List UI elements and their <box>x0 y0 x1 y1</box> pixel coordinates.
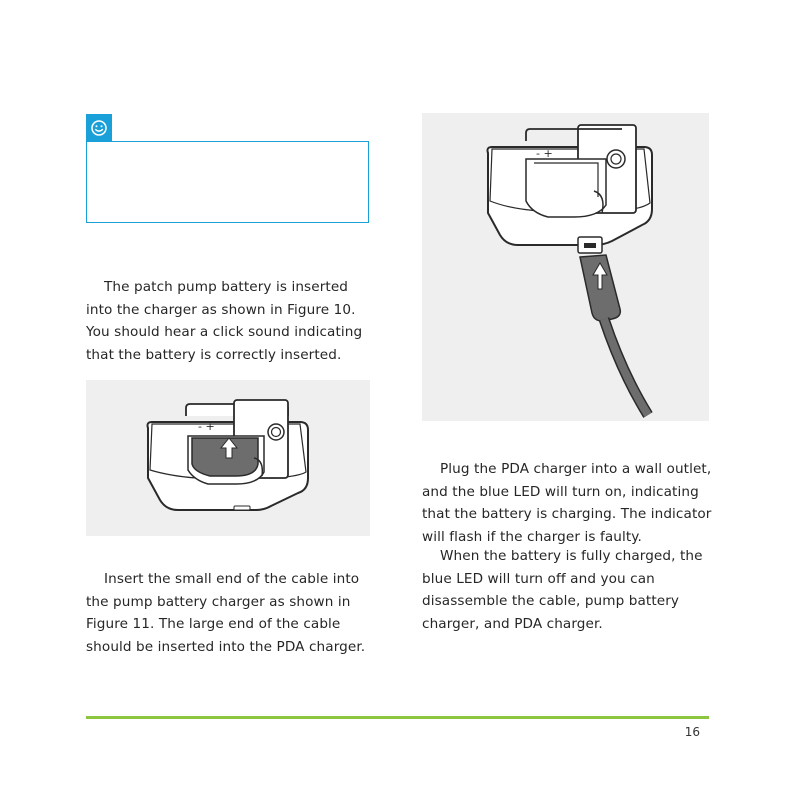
battery-polarity-marks: - + <box>198 420 215 433</box>
note-tab <box>86 114 112 141</box>
footer-divider <box>86 716 709 719</box>
note-box <box>86 141 369 223</box>
paragraph-cable-insert: Insert the small end of the cable into the pump battery charger as shown in Figure 11. The large end of the cable should be inserted into the PDA charger. <box>86 571 366 655</box>
battery-polarity-marks: - + <box>536 147 553 160</box>
figure-battery-in-charger <box>86 380 370 536</box>
page-number: 16 <box>684 725 700 739</box>
paragraph-wall-outlet: Plug the PDA charger into a wall outlet, and the blue LED will turn on, indicating that the battery is charging. The indicator will flash if the charger is faulty. <box>422 461 712 545</box>
paragraph-fully-charged: When the battery is fully charged, the blue LED will turn off and you can disassemble the cable, pump battery charger, and PDA charger. <box>422 548 703 632</box>
smiley-icon <box>90 119 108 137</box>
paragraph-battery-insert: The patch pump battery is inserted into the charger as shown in Figure 10. You should hear a click sound indicating that the battery is correctly inserted. <box>86 279 363 363</box>
figure-cable-to-charger <box>422 113 709 421</box>
